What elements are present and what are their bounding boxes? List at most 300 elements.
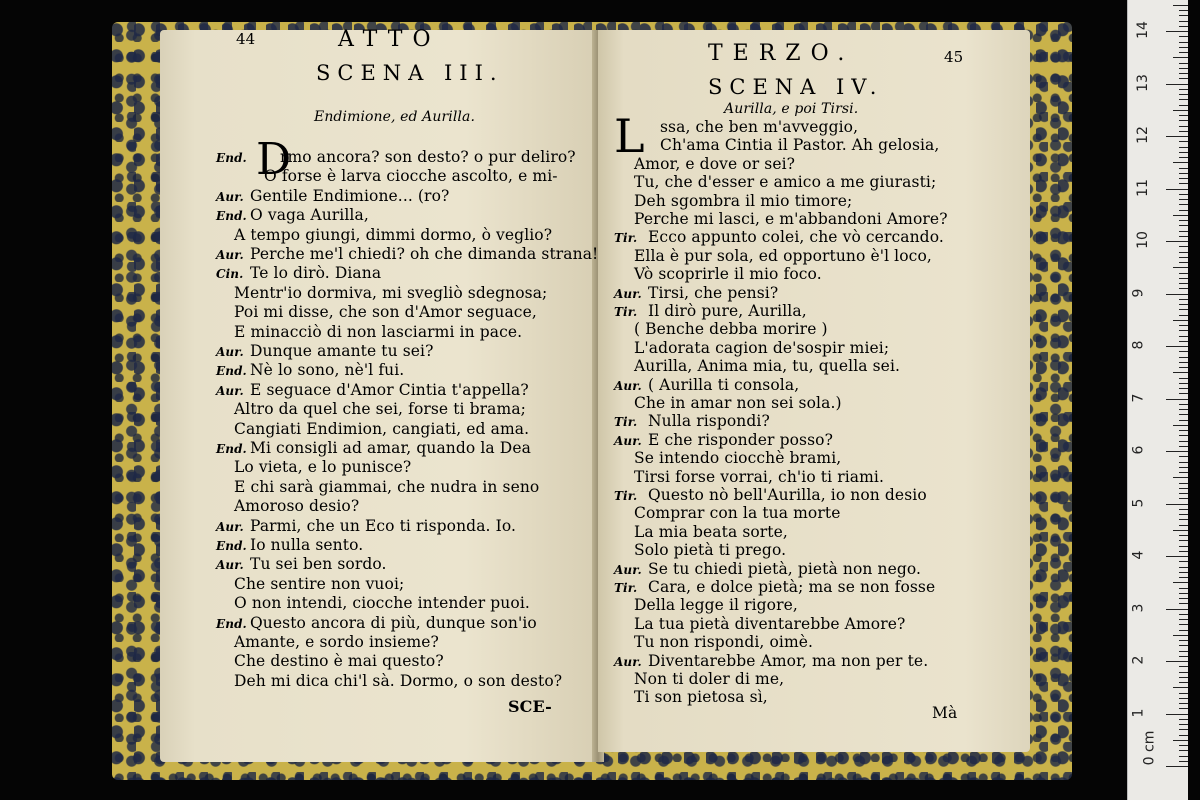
text-line: [634, 468, 884, 487]
line-text: Questo ancora di più, dunque son'io: [250, 613, 537, 632]
ruler-tick: [1179, 367, 1188, 368]
ruler-tick: [1173, 267, 1188, 268]
ruler-tick: [1179, 231, 1188, 232]
ruler-tick: [1179, 603, 1188, 604]
text-line: [216, 536, 363, 556]
ruler-tick: [1179, 493, 1188, 494]
ruler-tick: [1179, 535, 1188, 536]
ruler-tick: [1179, 682, 1188, 683]
text-line: [634, 449, 841, 468]
ruler-tick: [1179, 467, 1188, 468]
ruler-tick: [1179, 89, 1188, 90]
ruler-tick: [1179, 126, 1188, 127]
text-line: [634, 320, 828, 339]
ruler-tick: [1179, 220, 1188, 221]
ruler-tick: [1173, 110, 1188, 111]
ruler-tick: [1179, 703, 1188, 704]
ruler-tick: [1179, 698, 1188, 699]
text-line: [634, 339, 889, 358]
ruler-tick: [1179, 420, 1188, 421]
line-text: Nè lo sono, nè'l fui.: [250, 361, 405, 380]
ruler-tick: [1179, 383, 1188, 384]
ruler-tick: [1179, 246, 1188, 247]
ruler-number: 2: [1130, 655, 1147, 665]
line-text: O vaga Aurilla,: [250, 206, 369, 225]
ruler-tick: [1179, 131, 1188, 132]
ruler-tick: [1179, 719, 1188, 720]
text-line: [614, 431, 833, 451]
text-line: [234, 400, 526, 419]
ruler-tick: [1173, 215, 1188, 216]
ruler-tick: [1179, 435, 1188, 436]
ruler-tick: [1166, 241, 1188, 242]
speaker-label: Aur.: [614, 433, 642, 448]
line-text: Poi mi disse, che son d'Amor seguace,: [234, 303, 537, 322]
text-line: [634, 523, 788, 542]
speaker-label: Aur.: [216, 345, 244, 359]
text-line: [234, 167, 558, 186]
line-text: E chi sarà giammai, che nudra in seno: [234, 477, 540, 496]
ruler-tick: [1179, 624, 1188, 625]
line-text: Ecco appunto colei, che vò cercando.: [648, 228, 944, 247]
ruler-tick: [1179, 414, 1188, 415]
ruler-tick: [1179, 509, 1188, 510]
ruler-tick: [1179, 178, 1188, 179]
ruler-number: 4: [1130, 550, 1147, 560]
ruler-tick: [1179, 36, 1188, 37]
ruler-tick: [1173, 635, 1188, 636]
line-text: Deh sgombra il mio timore;: [634, 191, 853, 210]
text-line: [216, 381, 529, 401]
ruler-tick: [1166, 399, 1188, 400]
speaker-label: End.: [216, 539, 247, 553]
line-text: ( Benche debba morire ): [634, 320, 828, 339]
speaker-label: Tir.: [614, 415, 638, 430]
ruler-tick: [1179, 204, 1188, 205]
text-line: [634, 596, 798, 615]
line-text: Altro da quel che sei, forse ti brama;: [234, 400, 526, 419]
ruler-tick: [1179, 336, 1188, 337]
ruler-number: 12: [1134, 126, 1151, 144]
text-line: [634, 173, 936, 192]
line-text: ( Aurilla ti consola,: [648, 375, 800, 394]
line-text: Tirsi, che pensi?: [648, 283, 779, 302]
text-line: [634, 633, 813, 652]
speaker-label: End.: [216, 442, 247, 456]
ruler-tick: [1179, 99, 1188, 100]
ruler-tick: [1179, 304, 1188, 305]
line-text: E che risponder posso?: [648, 430, 833, 449]
ruler-tick: [1179, 619, 1188, 620]
text-line: [234, 458, 411, 477]
left-page-number: 44: [236, 30, 256, 48]
line-text: Ella è pur sola, ed opportuno è'l loco,: [634, 246, 932, 265]
line-text: Mi consigli ad amar, quando la Dea: [250, 439, 531, 457]
text-line: [234, 652, 444, 671]
text-line: [614, 228, 944, 248]
ruler-tick: [1179, 288, 1188, 289]
ruler-tick: [1179, 393, 1188, 394]
ruler-tick: [1179, 120, 1188, 121]
ruler-tick: [1179, 315, 1188, 316]
speaker-label: Aur.: [216, 558, 244, 573]
ruler-tick: [1179, 651, 1188, 652]
line-text: Deh mi dica chi'l sà. Dormo, o son desto?: [234, 671, 563, 690]
ruler-tick: [1173, 687, 1188, 688]
line-text: Mentr'io dormiva, mi svegliò sdegnosa;: [234, 283, 548, 302]
right-drop-cap: L: [614, 109, 645, 163]
speaker-label: Aur.: [614, 286, 642, 301]
ruler-tick: [1179, 252, 1188, 253]
ruler-tick: [1173, 582, 1188, 583]
text-line: [634, 136, 939, 155]
ruler-tick: [1166, 661, 1188, 662]
text-line: [614, 486, 927, 506]
ruler-tick: [1173, 5, 1188, 6]
line-text: E minacciò di non lasciarmi in pace.: [234, 322, 523, 341]
ruler-tick: [1179, 745, 1188, 746]
ruler-tick: [1179, 94, 1188, 95]
ruler-tick: [1179, 645, 1188, 646]
line-text: Se intendo ciocchè brami,: [634, 449, 842, 468]
ruler-tick: [1173, 425, 1188, 426]
speaker-label: End.: [216, 364, 247, 379]
ruler-tick: [1179, 73, 1188, 74]
ruler-tick: [1179, 672, 1188, 673]
ruler-tick: [1166, 294, 1188, 295]
ruler-tick: [1179, 141, 1188, 142]
line-text: Perche me'l chiedi? oh che dimanda strana!: [250, 245, 599, 263]
line-text: Gentile Endimione... (ro?: [250, 186, 450, 205]
ruler-tick: [1179, 199, 1188, 200]
speaker-label: End.: [216, 616, 247, 631]
ruler-tick: [1179, 388, 1188, 389]
ruler-tick: [1179, 756, 1188, 757]
text-line: [634, 192, 852, 211]
ruler-tick: [1173, 162, 1188, 163]
ruler-tick: [1179, 42, 1188, 43]
ruler-tick: [1179, 225, 1188, 226]
ruler-tick: [1179, 430, 1188, 431]
line-text: Tu, che d'esser e amico a me giurasti;: [634, 173, 937, 192]
ruler-number: 5: [1130, 498, 1147, 507]
ruler-tick: [1179, 472, 1188, 473]
ruler-tick: [1179, 357, 1188, 358]
text-line: [234, 672, 562, 691]
left-catchword: SCE-: [508, 697, 552, 716]
ruler-tick: [1179, 168, 1188, 169]
line-text: La tua pietà diventarebbe Amore?: [634, 614, 906, 633]
text-line: [234, 594, 530, 613]
speaker-label: Tir.: [614, 581, 638, 595]
line-text: O non intendi, ciocche intender puoi.: [234, 594, 530, 613]
text-line: [634, 210, 948, 229]
ruler-tick: [1179, 630, 1188, 631]
speaker-label: Aur.: [216, 519, 244, 534]
line-text: Cangiati Endimion, cangiati, ed ama.: [234, 419, 530, 438]
text-line: [234, 633, 439, 652]
ruler-tick: [1179, 514, 1188, 515]
line-text: Aurilla, Anima mia, tu, quella sei.: [634, 357, 901, 376]
ruler-tick: [1179, 236, 1188, 237]
ruler-tick: [1166, 766, 1188, 767]
ruler-tick: [1179, 330, 1188, 331]
text-line: [216, 517, 516, 537]
text-line: [634, 504, 840, 523]
text-line: [634, 541, 786, 560]
line-text: Amoroso desio?: [234, 497, 360, 516]
line-text: Perche mi lasci, e m'abbandoni Amore?: [634, 210, 948, 228]
ruler-tick: [1179, 78, 1188, 79]
ruler-tick: [1166, 84, 1188, 85]
line-text: O forse è larva ciocche ascolto, e mi-: [264, 167, 558, 186]
ruler-tick: [1179, 724, 1188, 725]
line-text: A tempo giungi, dimmi dormo, ò veglio?: [234, 225, 553, 244]
text-line: [234, 478, 539, 497]
line-text: Solo pietà ti prego.: [634, 541, 787, 560]
ruler-tick: [1179, 404, 1188, 405]
measurement-ruler: [1127, 0, 1188, 800]
ruler-tick: [1179, 10, 1188, 11]
ruler-tick: [1179, 210, 1188, 211]
text-line: [216, 342, 434, 362]
ruler-tick: [1179, 488, 1188, 489]
line-text: La mia beata sorte,: [634, 522, 788, 541]
ruler-tick: [1179, 456, 1188, 457]
text-line: [216, 206, 369, 226]
ruler-tick: [1173, 57, 1188, 58]
ruler-tick: [1179, 278, 1188, 279]
ruler-tick: [1179, 441, 1188, 442]
ruler-tick: [1173, 740, 1188, 741]
ruler-tick: [1179, 577, 1188, 578]
ruler-tick: [1179, 462, 1188, 463]
speaker-label: Tir.: [614, 489, 638, 503]
ruler-tick: [1179, 325, 1188, 326]
text-line: [216, 148, 576, 168]
ruler-tick: [1179, 26, 1188, 27]
ruler-tick: [1179, 63, 1188, 64]
ruler-tick: [1179, 52, 1188, 53]
line-text: Comprar con la tua morte: [634, 504, 841, 523]
ruler-tick: [1179, 598, 1188, 599]
ruler-tick: [1166, 346, 1188, 347]
ruler-tick: [1179, 273, 1188, 274]
text-line: [614, 412, 770, 432]
ruler-tick: [1179, 15, 1188, 16]
ruler-tick: [1179, 446, 1188, 447]
ruler-tick: [1166, 556, 1188, 557]
line-text: Non ti doler di me,: [634, 670, 785, 688]
text-line: [216, 439, 531, 459]
ruler-tick: [1179, 593, 1188, 594]
ruler-tick: [1179, 614, 1188, 615]
ruler-tick: [1179, 409, 1188, 410]
ruler-tick: [1173, 530, 1188, 531]
line-text: Che destino è mai questo?: [234, 652, 444, 671]
text-line: [614, 302, 807, 322]
ruler-tick: [1179, 546, 1188, 547]
line-text: Che sentire non vuoi;: [234, 574, 405, 593]
line-text: Vò scoprirle il mio foco.: [634, 265, 822, 284]
ruler-tick: [1179, 540, 1188, 541]
ruler-tick: [1179, 262, 1188, 263]
ruler-tick: [1179, 299, 1188, 300]
ruler-tick: [1179, 498, 1188, 499]
ruler-tick: [1179, 183, 1188, 184]
ruler-tick: [1179, 47, 1188, 48]
speaker-label: Tir.: [614, 305, 638, 319]
ruler-number: 8: [1130, 340, 1147, 350]
right-scene-title: SCENA IV.: [708, 75, 884, 99]
text-line: [234, 575, 404, 594]
text-line: [234, 226, 552, 245]
ruler-number: 1: [1130, 708, 1147, 717]
ruler-tick: [1179, 283, 1188, 284]
line-text: Parmi, che un Eco ti risponda. Io.: [250, 516, 516, 535]
right-scene-characters: Aurilla, e poi Tirsi.: [724, 101, 859, 117]
line-text: Che in amar non sei sola.): [634, 394, 842, 412]
ruler-tick: [1179, 257, 1188, 258]
ruler-tick: [1179, 588, 1188, 589]
line-text: Ti son pietosa sì,: [634, 688, 768, 707]
ruler-tick: [1179, 551, 1188, 552]
ruler-tick: [1179, 567, 1188, 568]
left-running-header: ATTO: [338, 27, 441, 52]
ruler-number: 14: [1134, 21, 1151, 39]
left-scene-characters: Endimione, ed Aurilla.: [314, 109, 476, 125]
line-text: L'adorata cagion de'sospir miei;: [634, 338, 890, 357]
line-text: E seguace d'Amor Cintia t'appella?: [250, 380, 529, 399]
ruler-tick: [1179, 735, 1188, 736]
line-text: ssa, che ben m'avveggio,: [660, 118, 859, 136]
text-line: [234, 420, 529, 439]
ruler-tick: [1179, 351, 1188, 352]
text-line: [216, 187, 449, 207]
left-scene-title: SCENA III.: [316, 61, 504, 85]
line-text: Il dirò pure, Aurilla,: [648, 302, 807, 320]
line-text: Della legge il rigore,: [634, 596, 798, 615]
line-text: Lo vieta, e lo punisce?: [234, 458, 412, 477]
text-line: [634, 394, 842, 413]
line-text: Tirsi forse vorrai, ch'io ti riami.: [634, 467, 884, 486]
ruler-tick: [1166, 136, 1188, 137]
text-line: [216, 555, 387, 575]
text-line: [216, 264, 381, 284]
ruler-number: 9: [1130, 288, 1147, 297]
speaker-label: End.: [216, 151, 247, 165]
ruler-tick: [1179, 152, 1188, 153]
speaker-label: Aur.: [216, 248, 244, 262]
right-running-header: TERZO.: [708, 41, 855, 66]
ruler-tick: [1179, 729, 1188, 730]
ruler-number: 13: [1134, 73, 1151, 92]
text-line: [634, 265, 822, 284]
ruler-tick: [1179, 519, 1188, 520]
ruler-tick: [1179, 309, 1188, 310]
ruler-tick: [1173, 320, 1188, 321]
ruler-tick: [1166, 504, 1188, 505]
line-text: Questo nò bell'Aurilla, io non desio: [648, 486, 927, 504]
ruler-number: 7: [1130, 393, 1147, 402]
speaker-label: Aur.: [614, 562, 642, 577]
line-text: Cara, e dolce pietà; ma se non fosse: [648, 578, 936, 596]
text-line: [614, 578, 935, 598]
ruler-tick: [1179, 572, 1188, 573]
ruler-tick: [1179, 525, 1188, 526]
ruler-number: 6: [1130, 445, 1147, 455]
ruler-tick: [1179, 68, 1188, 69]
line-text: Te lo dirò. Diana: [250, 264, 382, 283]
text-line: [234, 284, 547, 303]
text-line: [234, 303, 537, 322]
speaker-label: End.: [216, 209, 247, 224]
speaker-label: Tir.: [614, 231, 638, 246]
text-line: [634, 688, 768, 707]
speaker-label: Aur.: [216, 189, 244, 204]
ruler-tick: [1179, 115, 1188, 116]
text-line: [614, 652, 928, 672]
right-catchword: Mà: [932, 704, 958, 722]
line-text: Tu non rispondi, oimè.: [634, 633, 814, 652]
text-line: [234, 323, 522, 342]
ruler-tick: [1179, 378, 1188, 379]
ruler-tick: [1166, 714, 1188, 715]
text-line: [216, 245, 598, 265]
ruler-tick: [1179, 656, 1188, 657]
line-text: Amor, e dove or sei?: [634, 154, 796, 173]
ruler-tick: [1179, 157, 1188, 158]
ruler-tick: [1166, 31, 1188, 32]
ruler-tick: [1179, 677, 1188, 678]
ruler-tick: [1179, 666, 1188, 667]
ruler-tick: [1166, 189, 1188, 190]
text-line: [634, 118, 858, 137]
speaker-label: Aur.: [614, 378, 642, 393]
ruler-tick: [1179, 750, 1188, 751]
line-text: Amante, e sordo insieme?: [234, 633, 439, 651]
ruler-tick: [1179, 362, 1188, 363]
ruler-tick: [1179, 21, 1188, 22]
speaker-label: Cin.: [216, 267, 244, 282]
text-line: [614, 560, 921, 580]
ruler-tick: [1179, 173, 1188, 174]
ruler-tick: [1179, 341, 1188, 342]
left-drop-cap: D: [256, 134, 292, 185]
text-line: [216, 614, 537, 634]
line-text: Tu sei ben sordo.: [250, 555, 387, 574]
ruler-number: 3: [1130, 603, 1147, 612]
ruler-tick: [1179, 194, 1188, 195]
line-text: Ch'ama Cintia il Pastor. Ah gelosia,: [660, 136, 940, 155]
ruler-tick: [1179, 483, 1188, 484]
text-line: [216, 361, 404, 381]
text-line: [634, 247, 932, 266]
speaker-label: Aur.: [216, 383, 244, 398]
line-text: rmo ancora? son desto? o pur deliro?: [280, 148, 576, 166]
ruler-tick: [1179, 640, 1188, 641]
ruler-tick: [1179, 708, 1188, 709]
line-text: Se tu chiedi pietà, pietà non nego.: [648, 559, 922, 578]
text-line: [614, 284, 778, 304]
right-page-number: 45: [944, 48, 964, 66]
ruler-tick: [1166, 451, 1188, 452]
speaker-label: Aur.: [614, 654, 642, 669]
line-text: Diventarebbe Amor, ma non per te.: [648, 651, 929, 670]
ruler-tick: [1179, 561, 1188, 562]
ruler-tick: [1173, 372, 1188, 373]
text-line: [634, 357, 900, 376]
